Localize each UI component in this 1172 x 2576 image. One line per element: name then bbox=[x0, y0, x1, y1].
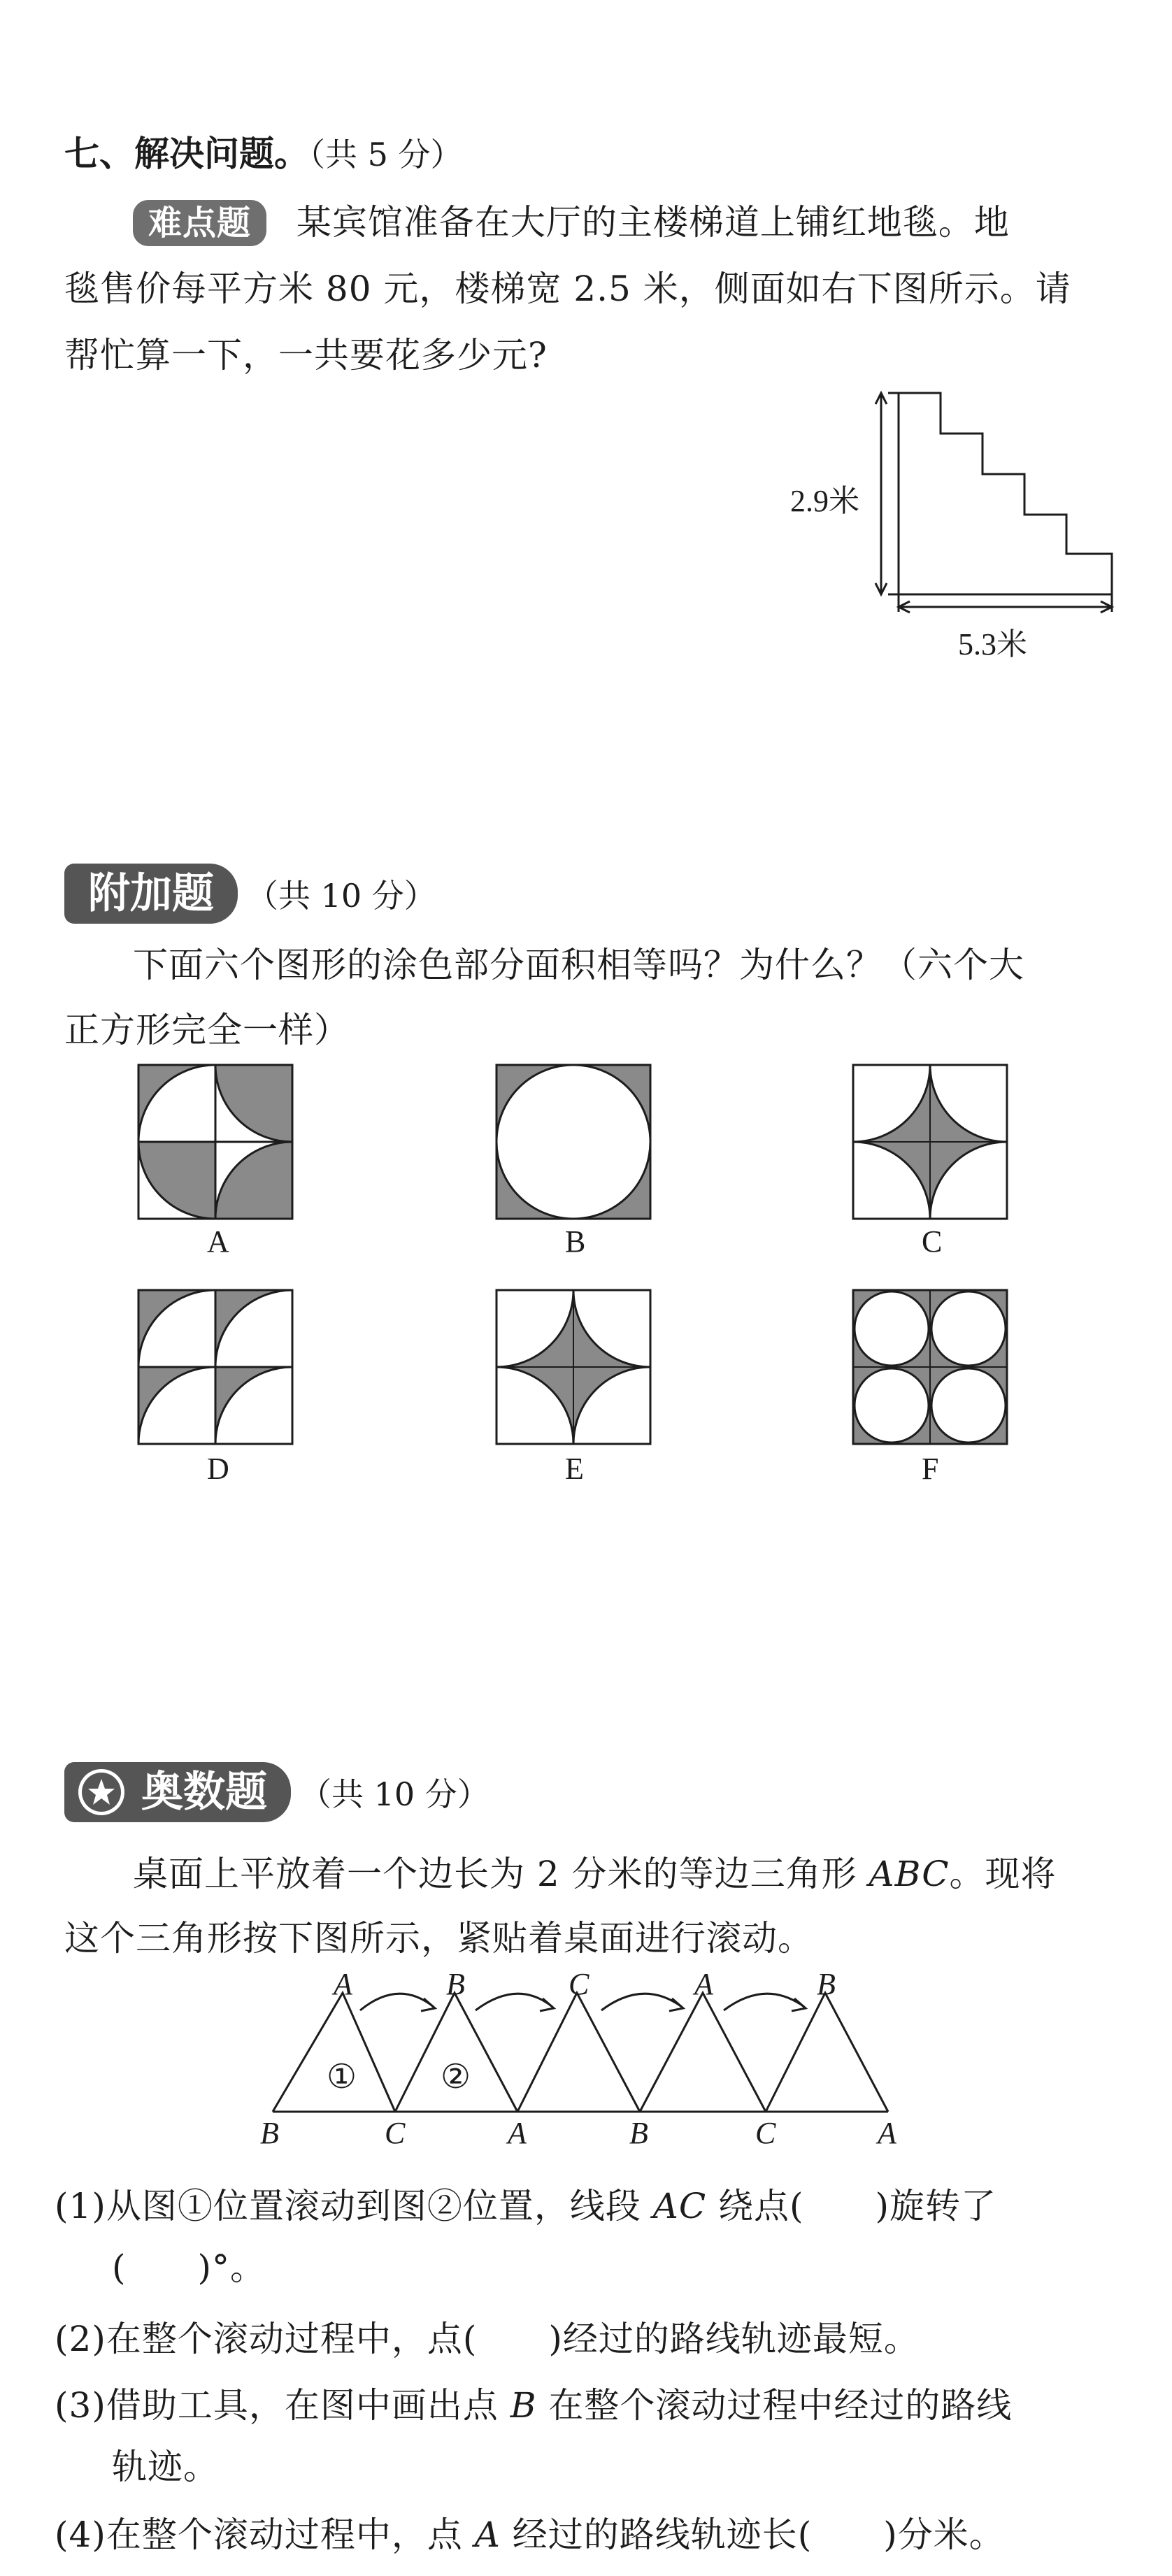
vertex-top-1: A bbox=[334, 1967, 352, 2001]
width-label: 5.3米 bbox=[958, 627, 1027, 661]
intro-var: ABC bbox=[869, 1854, 950, 1894]
intro-suffix: 。现将 bbox=[949, 1854, 1057, 1894]
height-label: 2.9米 bbox=[790, 484, 859, 518]
vertex-bottom-2: C bbox=[385, 2116, 406, 2150]
bonus-question-2: 正方形完全一样） bbox=[64, 1010, 350, 1050]
question-4 bbox=[55, 2503, 1005, 2566]
square-e bbox=[496, 1290, 650, 1444]
vertex-bottom-3: A bbox=[508, 2116, 527, 2150]
olympiad-intro-1 bbox=[133, 1842, 1057, 1905]
roll-arrow-3 bbox=[601, 1994, 682, 2010]
olympiad-header bbox=[64, 1762, 489, 1822]
question-1-line2: ( )°。 bbox=[112, 2247, 266, 2288]
question-3-line2: 轨迹。 bbox=[112, 2447, 219, 2487]
q3-prefix: (3)借助工具，在图中画出点 bbox=[55, 2385, 510, 2426]
q4-var: A bbox=[474, 2514, 501, 2555]
vertex-top-3: C bbox=[569, 1967, 589, 2001]
vertex-bottom-1: B bbox=[260, 2116, 279, 2150]
question-1 bbox=[55, 2175, 996, 2238]
problem-text-1: 某宾馆准备在大厅的主楼梯道上铺红地毯。地 bbox=[296, 202, 1010, 243]
vertex-bottom-6: A bbox=[878, 2116, 896, 2150]
square-d bbox=[138, 1290, 292, 1444]
q3-suffix: 在整个滚动过程中经过的路线 bbox=[536, 2385, 1013, 2426]
question-2: (2)在整个滚动过程中，点( )经过的路线轨迹最短。 bbox=[55, 2319, 920, 2359]
square-f bbox=[853, 1290, 1007, 1444]
olympiad-banner-text: 奥数题 bbox=[141, 1768, 267, 1817]
vertex-top-4: A bbox=[694, 1967, 713, 2001]
roll-arrow-2 bbox=[476, 1994, 552, 2010]
q4-prefix: (4)在整个滚动过程中，点 bbox=[55, 2514, 475, 2555]
figure-label-a: A bbox=[207, 1224, 229, 1259]
q1-suffix: 绕点( )旋转了 bbox=[706, 2186, 997, 2226]
vertex-bottom-4: B bbox=[629, 2116, 648, 2150]
bonus-header bbox=[64, 864, 436, 924]
bonus-question-1: 下面六个图形的涂色部分面积相等吗？为什么？（六个大 bbox=[133, 945, 1024, 985]
bonus-banner: 附加题 bbox=[64, 864, 238, 924]
figure-label-d: D bbox=[207, 1452, 229, 1486]
q3-var: B bbox=[510, 2385, 537, 2426]
figure-label-e: E bbox=[565, 1452, 584, 1486]
olympiad-banner bbox=[64, 1762, 291, 1822]
q1-prefix: (1)从图①位置滚动到图②位置，线段 bbox=[55, 2186, 653, 2226]
figure-label-f: F bbox=[922, 1452, 939, 1486]
roll-arrow-1 bbox=[360, 1994, 434, 2010]
question-3 bbox=[55, 2374, 1012, 2437]
six-squares-figure bbox=[133, 1059, 1042, 1521]
triangle-label-1: ① bbox=[327, 2059, 357, 2096]
problem-text-3: 帮忙算一下，一共要花多少元? bbox=[64, 335, 548, 375]
olympiad-intro-2: 这个三角形按下图所示，紧贴着桌面进行滚动。 bbox=[64, 1918, 813, 1959]
square-c bbox=[853, 1065, 1007, 1219]
vertex-top-2: B bbox=[446, 1967, 465, 2001]
q1-var: AC bbox=[652, 2186, 707, 2226]
olympiad-score: （共 10 分） bbox=[299, 1775, 489, 1813]
section7-problem-line1 bbox=[133, 191, 1010, 254]
medal-icon bbox=[78, 1769, 124, 1815]
roll-arrow-4 bbox=[724, 1994, 804, 2010]
bonus-score: （共 10 分） bbox=[246, 877, 436, 915]
figure-label-c: C bbox=[922, 1224, 943, 1259]
staircase-figure bbox=[769, 378, 1133, 671]
staircase-outline bbox=[899, 393, 1112, 594]
section7-score: （共 5 分） bbox=[309, 136, 463, 173]
problem-text-2: 毯售价每平方米 80 元，楼梯宽 2.5 米，侧面如右下图所示。请 bbox=[64, 269, 1071, 309]
q4-suffix: 经过的路线轨迹长( )分米。 bbox=[500, 2514, 1005, 2555]
intro-text: 桌面上平放着一个边长为 2 分米的等边三角形 bbox=[133, 1854, 869, 1894]
difficulty-tag: 难点题 bbox=[133, 200, 266, 246]
section7-heading bbox=[64, 126, 463, 176]
figure-label-b: B bbox=[565, 1224, 586, 1259]
square-a bbox=[138, 1065, 292, 1219]
section7-heading-text: 七、解决问题。 bbox=[64, 133, 309, 174]
vertex-top-5: B bbox=[817, 1967, 836, 2001]
square-b bbox=[496, 1065, 650, 1219]
triangle-label-2: ② bbox=[441, 2059, 471, 2096]
vertex-bottom-5: C bbox=[755, 2116, 776, 2150]
